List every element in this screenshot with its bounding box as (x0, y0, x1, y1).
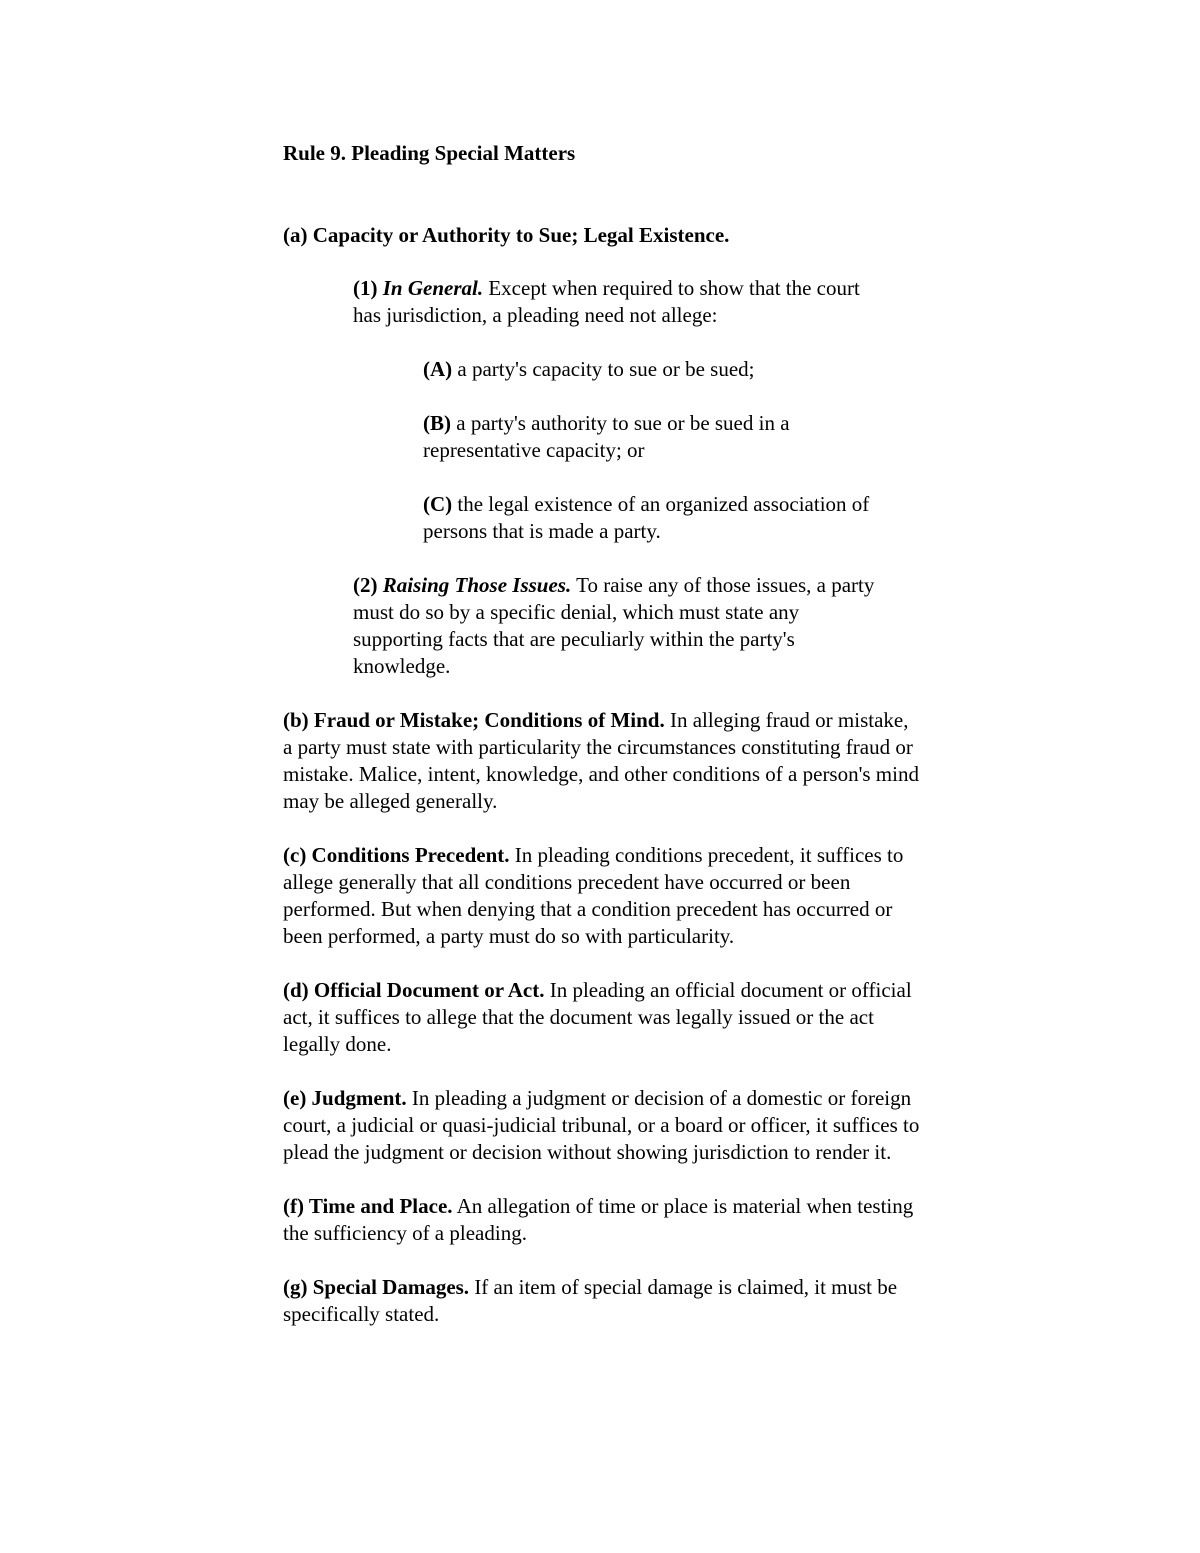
paragraph-a-2-heading: Raising Those Issues. (382, 573, 572, 597)
paragraph-a-1-text: Except when required to show that the court has jurisdiction, a pleading need not allege: (353, 276, 860, 327)
paragraph-a-1 (353, 275, 893, 329)
item-a-1-A (423, 356, 903, 383)
subdivision-text: In alleging fraud or mistake, a party must state with particularity the circumstances constituting fraud or mistake. Malice, intent, knowledge, and other conditions of a person's mind may be alleged generally. (283, 708, 919, 813)
subdivision-heading: (e) Judgment. (283, 1086, 407, 1110)
item-a-1-B (423, 410, 903, 464)
item-a-1-C (423, 491, 903, 545)
item-label: (A) (423, 357, 453, 381)
item-text: the legal existence of an organized association of persons that is made a party. (423, 492, 870, 543)
subdivision-text: In pleading an official document or official act, it suffices to allege that the document was legally issued or the act legally done. (283, 978, 912, 1056)
document-page (283, 140, 933, 1355)
item-text: a party's capacity to sue or be sued; (452, 357, 755, 381)
subdivision-heading: (d) Official Document or Act. (283, 978, 545, 1002)
subdivision-e (283, 1085, 923, 1166)
subdivision-text: In pleading a judgment or decision of a domestic or foreign court, a judicial or quasi-judicial tribunal, or a board or officer, it suffices to plead the judgment or decision without showing jurisdiction to render it. (283, 1086, 920, 1164)
item-label: (C) (423, 492, 453, 516)
subdivision-g (283, 1274, 923, 1328)
paragraph-a-2 (353, 572, 893, 680)
subdivision-c (283, 842, 923, 950)
paragraph-a-1-heading: In General. (382, 276, 484, 300)
item-label: (B) (423, 411, 451, 435)
rule-title: Rule 9. Pleading Special Matters (283, 141, 576, 165)
paragraph-a-2-number: (2) (353, 573, 378, 597)
subdivision-text: If an item of special damage is claimed, it must be specifically stated. (283, 1275, 898, 1326)
subdivision-heading: (c) Conditions Precedent. (283, 843, 510, 867)
subdivision-f (283, 1193, 923, 1247)
subdivision-d (283, 977, 923, 1058)
subdivision-heading: (g) Special Damages. (283, 1275, 470, 1299)
subdivision-text: An allegation of time or place is material when testing the sufficiency of a pleading. (283, 1194, 914, 1245)
subdivision-a-heading: (a) Capacity or Authority to Sue; Legal Existence. (283, 223, 730, 247)
subdivision-text: In pleading conditions precedent, it suffices to allege generally that all conditions precedent have occurred or been performed. But when denying that a condition precedent has occurred or been performed, a party must do so with particularity. (283, 843, 904, 948)
item-text: a party's authority to sue or be sued in a representative capacity; or (423, 411, 790, 462)
subdivision-heading: (b) Fraud or Mistake; Conditions of Mind. (283, 708, 665, 732)
subdivision-heading: (f) Time and Place. (283, 1194, 453, 1218)
paragraph-a-1-number: (1) (353, 276, 378, 300)
paragraph-a-2-text: To raise any of those issues, a party must do so by a specific denial, which must state any supporting facts that are peculiarly within the party's knowledge. (353, 573, 875, 678)
subdivision-b (283, 707, 923, 815)
